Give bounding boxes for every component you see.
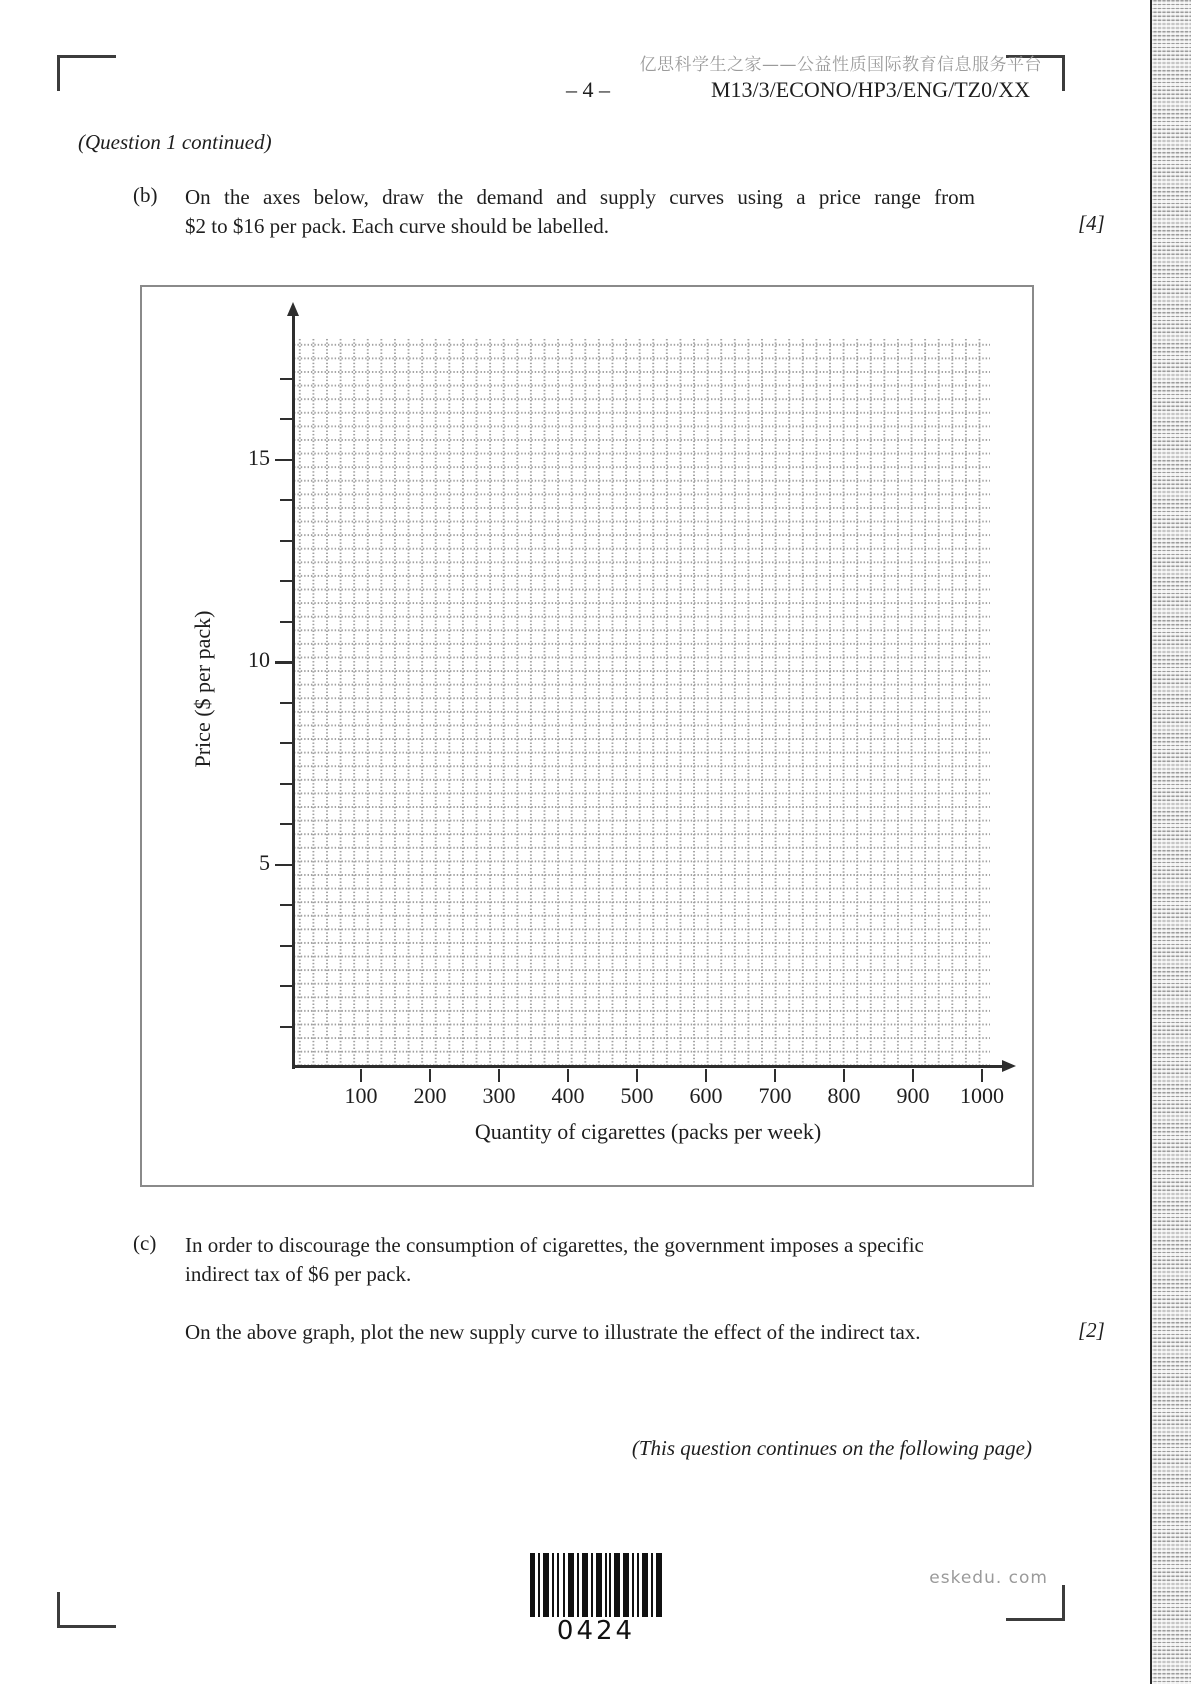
- y-tick-minor: [280, 783, 292, 785]
- y-tick-minor: [280, 378, 292, 380]
- y-tick-label: 15: [248, 444, 270, 470]
- x-tick-label: 300: [482, 1083, 516, 1108]
- y-tick-minor: [280, 1026, 292, 1028]
- y-tick-major: [275, 864, 292, 867]
- graph-box: [140, 285, 1034, 1187]
- x-tick: [360, 1069, 362, 1082]
- part-c-text-line3: On the above graph, plot the new supply curve to illustrate the effect of the indirect tax.: [185, 1320, 921, 1344]
- y-tick-minor: [280, 621, 292, 623]
- x-tick: [774, 1069, 776, 1082]
- x-tick-label: 600: [689, 1083, 723, 1108]
- x-tick-label: 1000: [960, 1083, 1004, 1108]
- y-axis-title: Price ($ per pack): [190, 610, 215, 768]
- crop-mark-bottom-left: [57, 1592, 116, 1628]
- exam-code: M13/3/ECONO/HP3/ENG/TZ0/XX: [711, 77, 1030, 102]
- y-tick-major: [275, 459, 292, 462]
- x-axis-arrow-icon: [1002, 1060, 1016, 1072]
- x-tick-label: 100: [344, 1083, 378, 1108]
- continues-note: (This question continues on the following page): [631, 1436, 1032, 1460]
- x-tick: [429, 1069, 431, 1082]
- y-tick-major: [275, 661, 292, 664]
- page-number: – 4 –: [566, 77, 610, 102]
- x-tick-label: 200: [413, 1083, 447, 1108]
- crop-mark-bottom-right: [1006, 1585, 1065, 1621]
- y-tick-minor: [280, 580, 292, 582]
- part-b-text-line1: On the axes below, draw the demand and supply curves using a price range from: [185, 185, 975, 209]
- y-tick-minor: [280, 418, 292, 420]
- graph-grid: [293, 338, 990, 1067]
- y-axis-arrow-icon: [287, 302, 299, 316]
- x-tick-label: 800: [827, 1083, 861, 1108]
- y-axis: [292, 314, 295, 1069]
- crop-mark-top-left: [57, 55, 116, 91]
- y-tick-minor: [280, 499, 292, 501]
- x-axis-title: Quantity of cigarettes (packs per week): [474, 1119, 822, 1144]
- y-tick-minor: [280, 702, 292, 704]
- part-c-text-line1: In order to discourage the consumption of cigarettes, the government imposes a specific: [185, 1233, 924, 1257]
- x-tick: [567, 1069, 569, 1082]
- x-tick-label: 500: [620, 1083, 654, 1108]
- y-tick-label: 10: [248, 647, 270, 672]
- part-b-text-line2: $2 to $16 per pack. Each curve should be labelled.: [185, 213, 609, 238]
- question-continued-note: (Question 1 continued): [78, 130, 272, 154]
- x-tick-label: 400: [551, 1083, 585, 1108]
- barcode: [530, 1553, 662, 1617]
- part-b-label: (b): [133, 183, 158, 207]
- y-tick-minor: [280, 742, 292, 744]
- x-tick: [705, 1069, 707, 1082]
- chinese-watermark: 亿思科学生之家——公益性质国际教育信息服务平台: [639, 55, 1042, 75]
- y-tick-minor: [280, 945, 292, 947]
- part-c-label: (c): [133, 1231, 157, 1255]
- x-axis: [292, 1065, 1004, 1068]
- y-tick-label: 5: [259, 849, 270, 875]
- x-tick-label: 900: [896, 1083, 930, 1108]
- x-tick: [843, 1069, 845, 1082]
- x-tick: [498, 1069, 500, 1082]
- y-tick-minor: [280, 985, 292, 987]
- y-tick-minor: [280, 540, 292, 542]
- part-b-marks: [4]: [1078, 211, 1105, 235]
- x-tick: [981, 1069, 983, 1082]
- site-watermark: eskedu. com: [929, 1568, 1048, 1588]
- part-c-marks: [2]: [1078, 1318, 1105, 1342]
- part-c-text-line2: indirect tax of $6 per pack.: [185, 1261, 412, 1286]
- x-tick-label: 700: [758, 1083, 792, 1108]
- barcode-number: 0424: [556, 1616, 636, 1646]
- y-tick-minor: [280, 904, 292, 906]
- y-tick-minor: [280, 823, 292, 825]
- x-tick: [912, 1069, 914, 1082]
- page-edge-texture: [1150, 0, 1191, 1684]
- x-tick: [636, 1069, 638, 1082]
